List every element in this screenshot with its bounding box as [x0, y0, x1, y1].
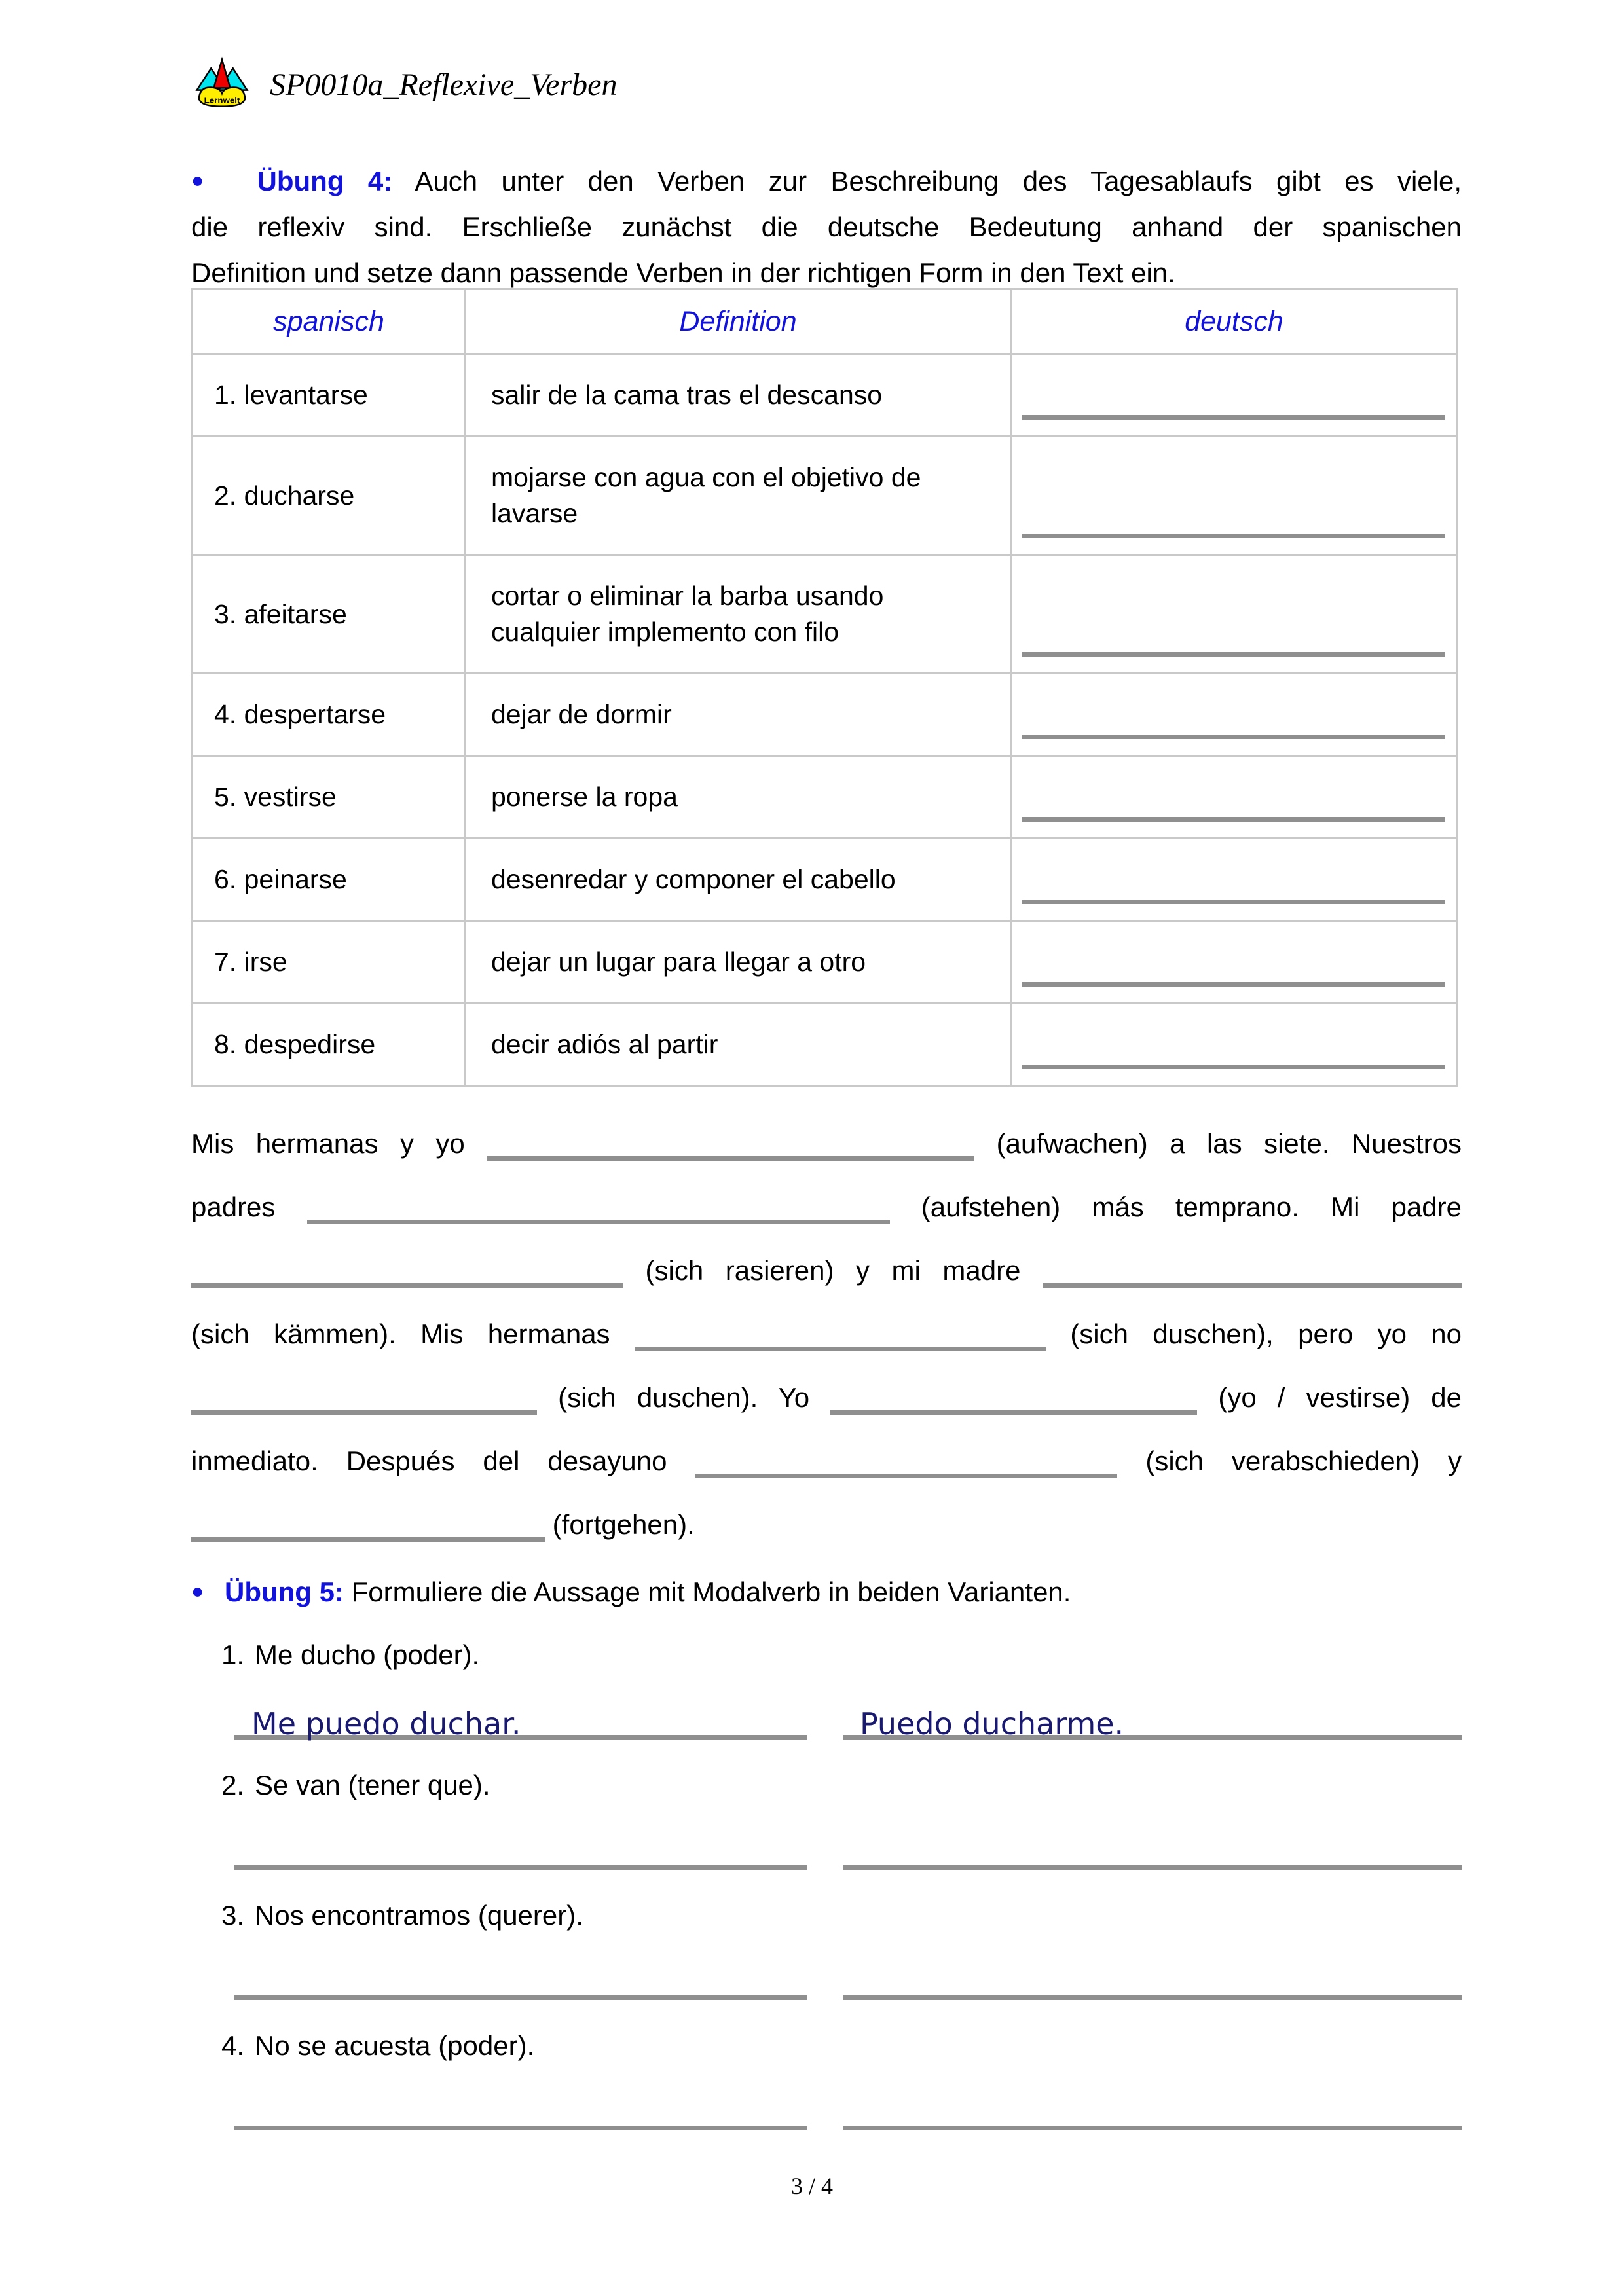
- german-answer-cell: [1011, 839, 1458, 921]
- fill-in-blank: [1022, 415, 1445, 420]
- definition-text: cortar o eliminar la barba usando cualquier implemento con filo: [466, 555, 1011, 674]
- table-row: [193, 674, 1458, 756]
- cloze-text: (sich kämmen). Mis hermanas: [191, 1319, 610, 1349]
- bullet-icon: ●: [191, 168, 221, 192]
- fill-in-blank: [1022, 1065, 1445, 1069]
- fill-in-blank: [487, 1133, 974, 1161]
- definition-text: dejar un lugar para llegar a otro: [466, 921, 1011, 1004]
- item-number: 2.: [221, 1770, 245, 1800]
- german-answer-cell: [1011, 674, 1458, 756]
- fill-in-blank: [635, 1323, 1046, 1351]
- cloze-line-2: [191, 1175, 1462, 1239]
- definition-text: salir de la cama tras el descanso: [466, 354, 1011, 437]
- document-title: SP0010a_Reflexive_Verben: [270, 67, 618, 102]
- spanish-verb: 3. afeitarse: [193, 555, 466, 674]
- spanish-verb: 8. despedirse: [193, 1004, 466, 1086]
- intro-text-3: Definition und setze dann passende Verben in der richtigen Form in den Text ein.: [191, 257, 1175, 288]
- list-item: [191, 1637, 1462, 1673]
- fill-in-blank: [1022, 652, 1445, 657]
- lernwelt-logo-icon: [194, 56, 250, 109]
- item-number: 1.: [221, 1639, 245, 1670]
- table-header-row: [193, 289, 1458, 354]
- cloze-line-1: [191, 1112, 1462, 1175]
- intro-text-1: Auch unter den Verben zur Beschreibung des Tagesablaufs gibt es viele,: [415, 166, 1462, 196]
- item-number: 3.: [221, 1900, 245, 1931]
- cloze-text: (sich duschen), pero yo no: [1070, 1319, 1462, 1349]
- german-answer-cell: [1011, 354, 1458, 437]
- cloze-text: (yo / vestirse) de: [1218, 1382, 1462, 1413]
- table-row: [193, 839, 1458, 921]
- answer-blank-right: [843, 1825, 1462, 1870]
- cloze-line-3: [191, 1239, 1462, 1302]
- fill-in-blank: [191, 1260, 623, 1288]
- uebung5-heading: [191, 1573, 1462, 1611]
- definition-text: desenredar y componer el cabello: [466, 839, 1011, 921]
- intro-line-2: [191, 204, 1462, 250]
- answer-row: [234, 1694, 1462, 1740]
- definition-text: mojarse con agua con el objetivo de lavarse: [466, 437, 1011, 555]
- cloze-text: (fortgehen).: [552, 1509, 695, 1540]
- spanish-verb: 4. despertarse: [193, 674, 466, 756]
- list-item: [191, 1767, 1462, 1804]
- german-answer-cell: [1011, 756, 1458, 839]
- answer-blank-right: [843, 1955, 1462, 2000]
- table-row: [193, 555, 1458, 674]
- uebung5-instruction: Formuliere die Aussage mit Modalverb in beiden Varianten.: [351, 1576, 1071, 1607]
- german-answer-cell: [1011, 1004, 1458, 1086]
- page-number: 3 / 4: [790, 2173, 833, 2199]
- spanish-verb: 2. ducharse: [193, 437, 466, 555]
- spanish-verb: 5. vestirse: [193, 756, 466, 839]
- cloze-text: (sich rasieren) y mi madre: [645, 1255, 1021, 1286]
- definition-text: decir adiós al partir: [466, 1004, 1011, 1086]
- intro-text-2: die reflexiv sind. Erschließe zunächst die deutsche Bedeutung anhand der spanischen: [191, 211, 1462, 242]
- german-answer-cell: [1011, 555, 1458, 674]
- answer-blank-left: [234, 1825, 807, 1870]
- answer-row: [234, 1825, 1462, 1870]
- table-row: [193, 437, 1458, 555]
- item-text: Me ducho (poder).: [255, 1639, 480, 1670]
- german-answer-cell: [1011, 437, 1458, 555]
- spanish-verb: 1. levantarse: [193, 354, 466, 437]
- cloze-text: padres: [191, 1192, 276, 1222]
- german-answer-cell: [1011, 921, 1458, 1004]
- header-spanisch: spanisch: [193, 289, 466, 354]
- definition-text: dejar de dormir: [466, 674, 1011, 756]
- fill-in-blank: [1022, 534, 1445, 538]
- list-item: [191, 2028, 1462, 2064]
- cloze-line-7: [191, 1493, 1462, 1556]
- uebung5-section: [191, 1573, 1462, 2158]
- cloze-text: (sich verabschieden) y: [1145, 1446, 1462, 1476]
- item-text: Se van (tener que).: [255, 1770, 490, 1800]
- handwritten-answer: Puedo ducharme.: [860, 1706, 1124, 1741]
- answer-blank-left: [234, 1694, 807, 1740]
- fill-in-blank: [830, 1387, 1197, 1415]
- fill-in-blank: [1022, 900, 1445, 904]
- cloze-line-6: [191, 1429, 1462, 1493]
- uebung4-label: Übung 4:: [257, 166, 393, 196]
- definition-text: ponerse la ropa: [466, 756, 1011, 839]
- answer-row: [234, 1955, 1462, 2000]
- spanish-verb: 6. peinarse: [193, 839, 466, 921]
- logo-text: Lernwelt: [204, 95, 240, 105]
- cloze-text: (aufstehen) más temprano. Mi padre: [921, 1192, 1462, 1222]
- answer-blank-right: [843, 2085, 1462, 2130]
- table-row: [193, 1004, 1458, 1086]
- cloze-line-4: [191, 1302, 1462, 1366]
- handwritten-answer: Me puedo duchar.: [251, 1706, 521, 1741]
- answer-blank-right: [843, 1694, 1462, 1740]
- cloze-line-5: [191, 1366, 1462, 1429]
- fill-in-blank: [191, 1387, 537, 1415]
- item-text: No se acuesta (poder).: [255, 2030, 535, 2061]
- header-deutsch: deutsch: [1011, 289, 1458, 354]
- vocab-table: [191, 288, 1458, 1087]
- fill-in-blank: [307, 1196, 890, 1224]
- item-number: 4.: [221, 2030, 245, 2061]
- cloze-text: (aufwachen) a las siete. Nuestros: [996, 1128, 1462, 1159]
- list-item: [191, 1897, 1462, 1934]
- header-definition: Definition: [466, 289, 1011, 354]
- fill-in-blank: [191, 1514, 545, 1542]
- cloze-paragraph: [191, 1112, 1462, 1556]
- fill-in-blank: [695, 1450, 1117, 1478]
- answer-row: [234, 2085, 1462, 2130]
- fill-in-blank: [1022, 982, 1445, 987]
- table-row: [193, 921, 1458, 1004]
- bullet-icon: ●: [191, 1579, 204, 1603]
- table-row: [193, 756, 1458, 839]
- intro-line-1: [191, 157, 1462, 204]
- item-text: Nos encontramos (querer).: [255, 1900, 583, 1931]
- fill-in-blank: [1043, 1260, 1462, 1288]
- cloze-text: inmediato. Después del desayuno: [191, 1446, 667, 1476]
- uebung4-intro: [191, 157, 1462, 296]
- fill-in-blank: [1022, 817, 1445, 822]
- fill-in-blank: [1022, 735, 1445, 739]
- cloze-text: (sich duschen). Yo: [558, 1382, 810, 1413]
- cloze-text: Mis hermanas y yo: [191, 1128, 465, 1159]
- table-row: [193, 354, 1458, 437]
- uebung5-label: Übung 5:: [225, 1576, 344, 1607]
- answer-blank-left: [234, 2085, 807, 2130]
- answer-blank-left: [234, 1955, 807, 2000]
- spanish-verb: 7. irse: [193, 921, 466, 1004]
